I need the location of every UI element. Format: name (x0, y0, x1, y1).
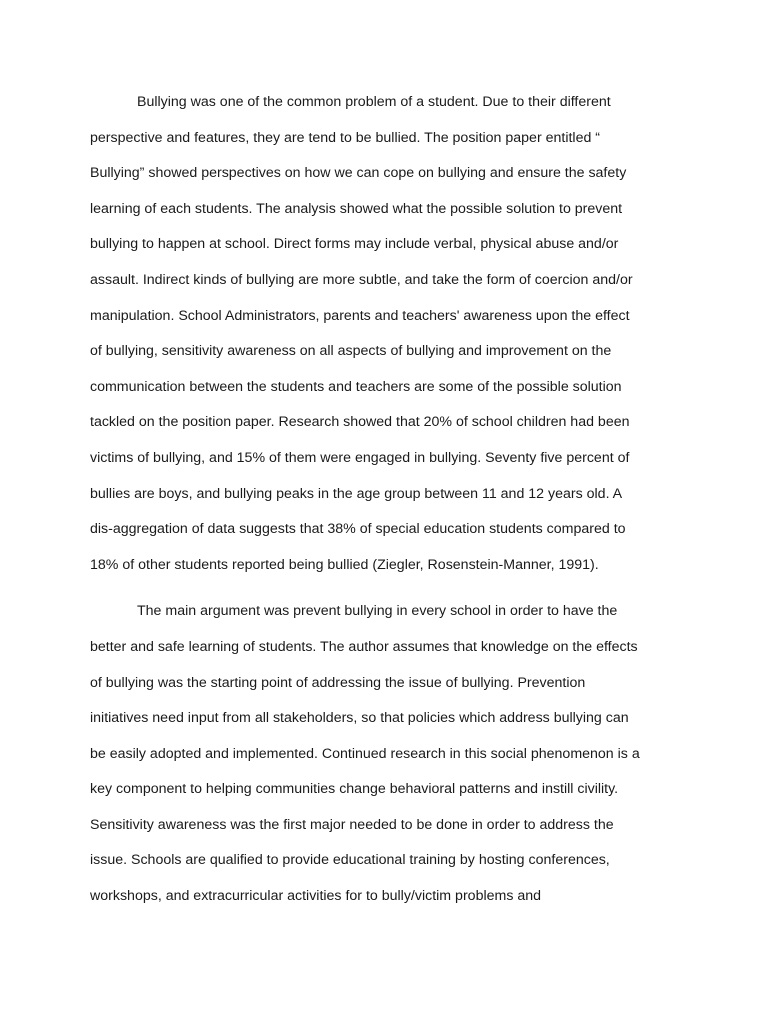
text-line: key component to helping communities change behavioral patterns and instill civility. (90, 781, 619, 798)
text-line: learning of each students. The analysis showed what the possible solution to prevent (90, 200, 623, 217)
paragraph-1 (90, 85, 690, 583)
text-line: assault. Indirect kinds of bullying are more subtle, and take the form of coercion and/or (90, 271, 633, 288)
text-line: Bullying was one of the common problem of a student. Due to their different (137, 94, 611, 110)
text-line: of bullying, sensitivity awareness on all aspects of bullying and improvement on the (90, 343, 612, 360)
text-line: of bullying was the starting point of addressing the issue of bullying. Prevention (90, 674, 586, 691)
text-line: initiatives need input from all stakeholders, so that policies which address bullying can (90, 710, 629, 727)
paragraph-spacer (90, 583, 690, 594)
text-line: bullies are boys, and bullying peaks in the age group between 11 and 12 years old. A (90, 485, 623, 502)
text-line: dis-aggregation of data suggests that 38% of special education students compared to (90, 521, 626, 538)
text-line: perspective and features, they are tend to be bullied. The position paper entitled “ (90, 129, 601, 146)
text-line: better and safe learning of students. The author assumes that knowledge on the effects (90, 638, 638, 655)
text-line: manipulation. School Administrators, parents and teachers' awareness upon the effect (90, 307, 630, 324)
text-line: workshops, and extracurricular activities for to bully/victim problems and (90, 888, 542, 905)
text-line: communication between the students and teachers are some of the possible solution (90, 378, 622, 395)
text-line: The main argument was prevent bullying in every school in order to have the (137, 603, 618, 620)
paragraph-2 (90, 594, 690, 914)
text-line: issue. Schools are qualified to provide educational training by hosting conferences, (90, 852, 610, 869)
text-line: 18% of other students reported being bullied (Ziegler, Rosenstein-Manner, 1991). (90, 556, 599, 573)
text-line: tackled on the position paper. Research showed that 20% of school children had been (90, 414, 630, 431)
text-line: victims of bullying, and 15% of them were engaged in bullying. Seventy five percent of (90, 449, 630, 466)
text-line: be easily adopted and implemented. Continued research in this social phenomenon is a (90, 745, 640, 762)
text-line: Bullying” showed perspectives on how we can cope on bullying and ensure the safety (90, 165, 627, 182)
document-body (90, 85, 690, 915)
text-line: Sensitivity awareness was the first major needed to be done in order to address the (90, 816, 614, 833)
text-line: bullying to happen at school. Direct forms may include verbal, physical abuse and/or (90, 236, 619, 253)
